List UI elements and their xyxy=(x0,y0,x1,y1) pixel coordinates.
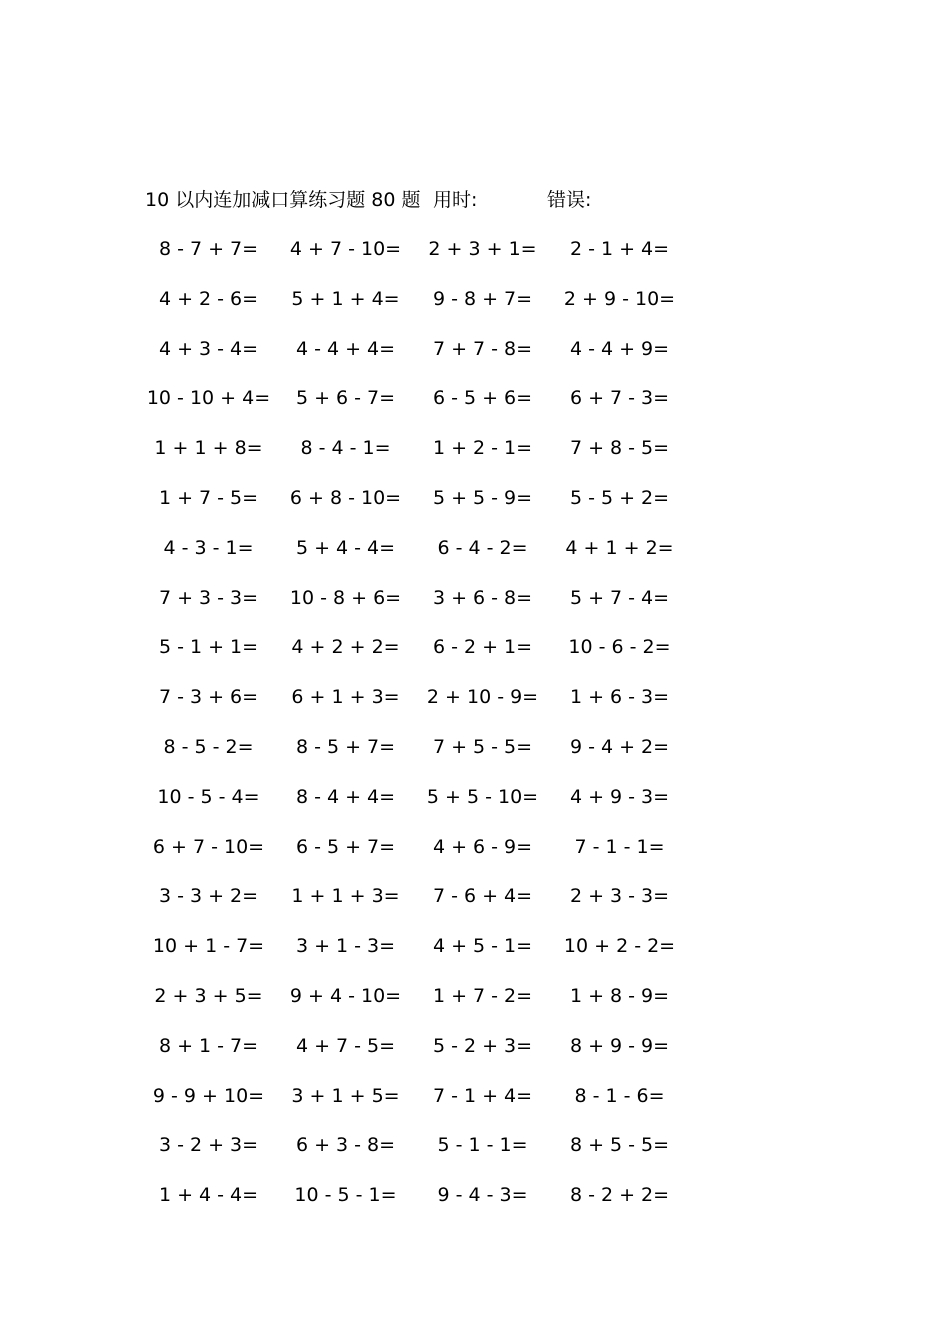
arithmetic-problem: 7 - 6 + 4= xyxy=(432,885,533,908)
arithmetic-problem: 3 - 2 + 3= xyxy=(158,1134,259,1157)
arithmetic-problem: 6 - 5 + 7= xyxy=(295,835,396,858)
arithmetic-problem: 4 + 2 - 6= xyxy=(158,287,259,310)
arithmetic-problem: 10 - 10 + 4= xyxy=(146,387,271,410)
arithmetic-problem: 7 + 3 - 3= xyxy=(158,586,259,609)
arithmetic-problem: 3 + 6 - 8= xyxy=(432,586,533,609)
worksheet-title: 10 以内连加减口算练习题 80 题 xyxy=(145,189,421,211)
arithmetic-problem: 8 - 5 - 2= xyxy=(163,735,254,758)
arithmetic-problem: 5 + 5 - 9= xyxy=(432,486,533,509)
arithmetic-problem: 4 + 3 - 4= xyxy=(158,337,259,360)
arithmetic-problem: 10 - 8 + 6= xyxy=(289,586,402,609)
worksheet-header xyxy=(145,186,845,214)
arithmetic-problem: 4 + 7 - 5= xyxy=(295,1034,396,1057)
arithmetic-problem: 9 - 4 - 3= xyxy=(437,1184,528,1207)
arithmetic-problem: 5 - 1 - 1= xyxy=(437,1134,528,1157)
arithmetic-problem: 5 - 2 + 3= xyxy=(432,1034,533,1057)
arithmetic-problem: 4 - 4 + 9= xyxy=(569,337,670,360)
arithmetic-problem: 3 + 1 + 5= xyxy=(291,1084,400,1107)
arithmetic-problem: 2 + 10 - 9= xyxy=(426,686,539,709)
arithmetic-problem: 8 - 4 - 1= xyxy=(300,437,391,460)
arithmetic-problem: 8 - 5 + 7= xyxy=(295,735,396,758)
arithmetic-problem: 6 + 3 - 8= xyxy=(295,1134,396,1157)
arithmetic-problem: 1 + 7 - 5= xyxy=(158,486,259,509)
arithmetic-problem: 7 + 5 - 5= xyxy=(432,735,533,758)
arithmetic-problem: 8 + 5 - 5= xyxy=(569,1134,670,1157)
arithmetic-problem: 4 + 5 - 1= xyxy=(432,935,533,958)
arithmetic-problem: 1 + 6 - 3= xyxy=(569,686,670,709)
errors-label: 错误: xyxy=(547,189,592,211)
arithmetic-problem: 6 + 7 - 3= xyxy=(569,387,670,410)
time-used-label: 用时: xyxy=(433,189,478,211)
arithmetic-problem: 9 - 8 + 7= xyxy=(432,287,533,310)
arithmetic-problem: 8 - 4 + 4= xyxy=(295,785,396,808)
arithmetic-problem: 1 + 2 - 1= xyxy=(432,437,533,460)
arithmetic-problem: 6 - 4 - 2= xyxy=(437,536,528,559)
arithmetic-problem: 7 - 3 + 6= xyxy=(158,686,259,709)
arithmetic-problem: 1 + 7 - 2= xyxy=(432,984,533,1007)
arithmetic-problem: 6 + 8 - 10= xyxy=(289,486,402,509)
arithmetic-problem: 10 - 6 - 2= xyxy=(568,636,671,659)
arithmetic-problem: 1 + 1 + 8= xyxy=(154,437,263,460)
arithmetic-problem: 2 + 3 - 3= xyxy=(569,885,670,908)
arithmetic-problem: 7 + 7 - 8= xyxy=(432,337,533,360)
arithmetic-problem: 5 + 7 - 4= xyxy=(569,586,670,609)
arithmetic-problem: 7 - 1 + 4= xyxy=(432,1084,533,1107)
arithmetic-problem: 4 - 3 - 1= xyxy=(163,536,254,559)
arithmetic-problem: 1 + 4 - 4= xyxy=(158,1184,259,1207)
arithmetic-problem: 3 - 3 + 2= xyxy=(158,885,259,908)
arithmetic-problem: 10 + 2 - 2= xyxy=(563,935,676,958)
arithmetic-problem: 8 + 1 - 7= xyxy=(158,1034,259,1057)
arithmetic-problem: 8 + 9 - 9= xyxy=(569,1034,670,1057)
arithmetic-problem: 1 + 1 + 3= xyxy=(291,885,400,908)
arithmetic-problem: 10 - 5 - 1= xyxy=(294,1184,397,1207)
arithmetic-problem: 5 - 1 + 1= xyxy=(158,636,259,659)
arithmetic-problem: 2 + 3 + 1= xyxy=(428,238,537,260)
arithmetic-problem: 6 + 7 - 10= xyxy=(152,835,265,858)
arithmetic-problem: 4 + 7 - 10= xyxy=(289,238,402,260)
arithmetic-problem: 6 - 5 + 6= xyxy=(432,387,533,410)
arithmetic-problem: 2 + 3 + 5= xyxy=(154,984,263,1007)
problem-grid xyxy=(140,234,700,1230)
arithmetic-problem: 7 - 1 - 1= xyxy=(574,835,665,858)
arithmetic-problem: 2 - 1 + 4= xyxy=(569,238,670,260)
arithmetic-problem: 10 - 5 - 4= xyxy=(157,785,260,808)
arithmetic-problem: 9 - 4 + 2= xyxy=(569,735,670,758)
arithmetic-problem: 5 + 4 - 4= xyxy=(295,536,396,559)
arithmetic-problem: 1 + 8 - 9= xyxy=(569,984,670,1007)
arithmetic-problem: 6 + 1 + 3= xyxy=(291,686,400,709)
arithmetic-problem: 8 - 2 + 2= xyxy=(569,1184,670,1207)
arithmetic-problem: 5 - 5 + 2= xyxy=(569,486,670,509)
arithmetic-problem: 10 + 1 - 7= xyxy=(152,935,265,958)
arithmetic-problem: 4 + 2 + 2= xyxy=(291,636,400,659)
arithmetic-problem: 4 + 6 - 9= xyxy=(432,835,533,858)
arithmetic-problem: 6 - 2 + 1= xyxy=(432,636,533,659)
arithmetic-problem: 4 + 1 + 2= xyxy=(565,536,674,559)
arithmetic-problem: 5 + 1 + 4= xyxy=(291,287,400,310)
arithmetic-problem: 4 - 4 + 4= xyxy=(295,337,396,360)
arithmetic-problem: 2 + 9 - 10= xyxy=(563,287,676,310)
arithmetic-problem: 8 - 7 + 7= xyxy=(158,238,259,260)
arithmetic-problem: 9 + 4 - 10= xyxy=(289,984,402,1007)
arithmetic-problem: 3 + 1 - 3= xyxy=(295,935,396,958)
arithmetic-problem: 4 + 9 - 3= xyxy=(569,785,670,808)
arithmetic-problem: 5 + 6 - 7= xyxy=(295,387,396,410)
arithmetic-problem: 5 + 5 - 10= xyxy=(426,785,539,808)
arithmetic-problem: 8 - 1 - 6= xyxy=(574,1084,665,1107)
arithmetic-problem: 7 + 8 - 5= xyxy=(569,437,670,460)
arithmetic-problem: 9 - 9 + 10= xyxy=(152,1084,265,1107)
